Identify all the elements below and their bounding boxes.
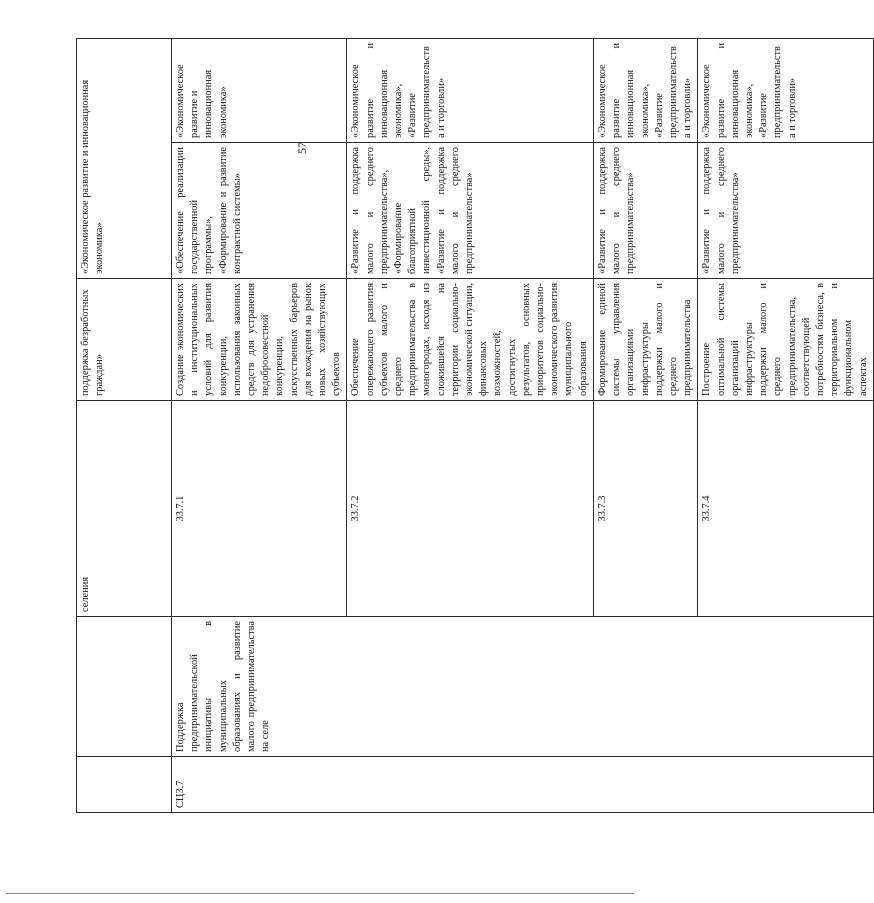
header-row (77, 38, 172, 812)
goal-continuation-cell: селения (77, 401, 172, 617)
programs-cell: «Экономическое развитие и инновационная экономика», «Развитие предпринимательства и торговли» (698, 38, 873, 142)
programs-continuation-cell: «Экономическое развитие и инновационная экономика» (77, 38, 172, 278)
programs-cell: «Экономическое развитие и инновационная экономика», «Развитие предпринимательства и торговли» (593, 38, 697, 142)
task-description-cell: Обеспечение опережающего развития субъектов малого и среднего предпринимательства в моногородах, исходя из сложившейся на территории социально-экономической ситуации, финансовых возможностей, достигнутых результатов, основных приоритетов социально-экономического развития муниципального образования (347, 279, 593, 401)
task-code-cell: 33.7.4 (698, 401, 873, 617)
programs-cell: «Экономическое развитие и инновационная экономика», «Развитие предпринимательства и торговли» (347, 38, 593, 142)
tools-continuation-cell: поддержка безработных граждан» (77, 279, 172, 401)
task-code-cell: 33.7.2 (347, 401, 593, 617)
task-code-cell: 33.7.1 (172, 401, 347, 617)
programs-cell: «Экономическое развитие и инновационная экономика» (172, 38, 347, 142)
group-title-cell: Поддержка предпринимательской инициативы в муниципальных образованиях и развитие малого предпринимательства на селе (172, 617, 874, 757)
strategy-table (76, 38, 874, 813)
task-code-cell: 33.7.3 (593, 401, 697, 617)
task-description-cell: Формирование единой системы управления организациями инфраструктуры поддержки малого и среднего предпринимательства (593, 279, 697, 401)
table-row (172, 38, 347, 812)
header-empty-cell (77, 757, 172, 813)
tools-cell: «Развитие и поддержка малого и среднего предпринимательства», «Формирование благоприятной инвестиционной среды», «Развитие и поддержка малого и среднего предпринимательства» (347, 143, 593, 279)
tools-cell: «Развитие и поддержка малого и среднего предпринимательства» (698, 143, 873, 279)
task-description-cell: Построение оптимальной системы организаций инфраструктуры поддержки малого и среднего предпринимательства, соответствующей потребностям бизнеса, в территориальном и функциональном аспектах (698, 279, 873, 401)
tools-cell: «Развитие и поддержка малого и среднего предпринимательства» (593, 143, 697, 279)
task-description-cell: Создание экономических и институциональных условий для развития конкуренции, использования законных средств для устранения недобросовестной конкуренции, искусственных барьеров для вхождения на рынок новых хозяйствующих субъектов (172, 279, 347, 401)
group-code-cell: СЦ3.7 (172, 757, 874, 813)
tools-cell: «Обеспечение реализации государственной программы», «Формирование и развитие контрактной системы» (172, 143, 347, 279)
header-empty-cell (77, 617, 172, 757)
page-bottom-rule (6, 893, 634, 894)
page-number: 57 (295, 142, 309, 154)
